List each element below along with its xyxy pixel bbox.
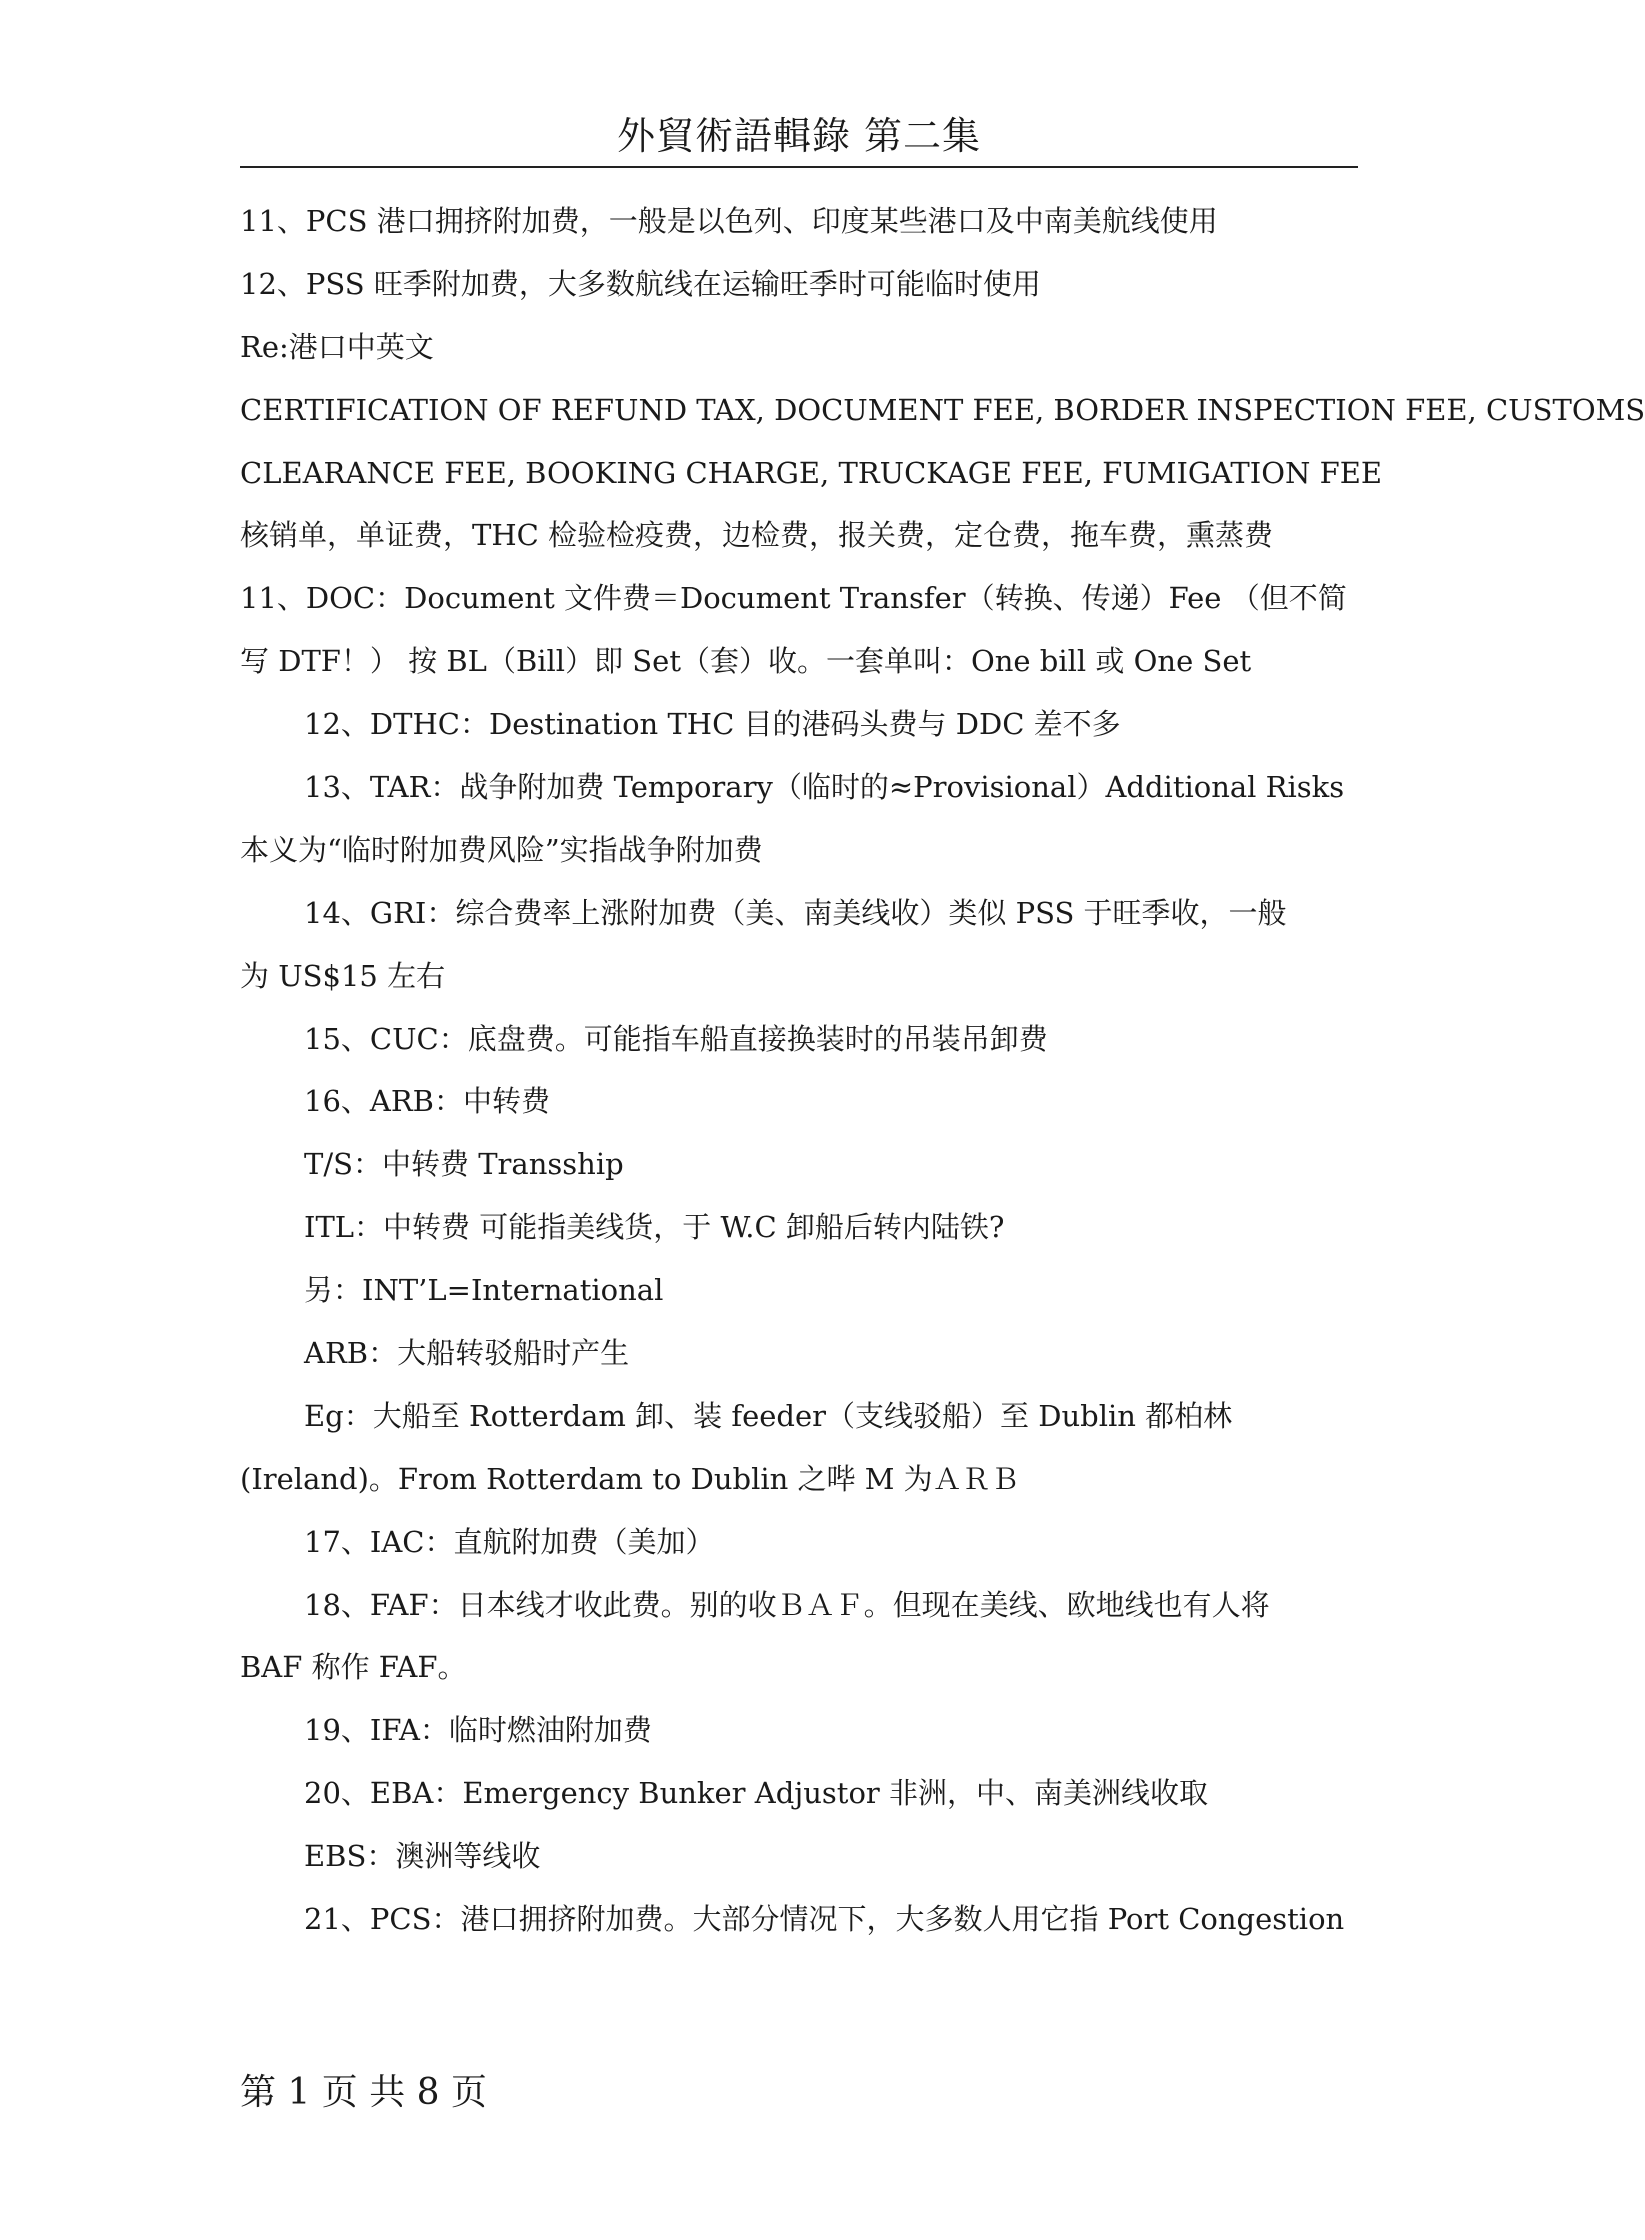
text-line: CERTIFICATION OF REFUND TAX, DOCUMENT FEE, BORDER INSPECTION FEE, CUSTOMS (240, 392, 1645, 427)
text-line: BAF 称作 FAF。 (240, 1650, 467, 1685)
text-line: 为 US$15 左右 (240, 958, 446, 993)
text-line: 15、CUC：底盘费。可能指车船直接换装时的吊装吊卸费 (304, 1021, 1048, 1056)
text-line: 12、DTHC：Destination THC 目的港码头费与 DDC 差不多 (304, 707, 1121, 742)
text-line: ARB：大船转驳船时产生 (304, 1336, 630, 1371)
text-line: 17、IAC：直航附加费（美加） (304, 1524, 715, 1559)
text-line: 13、TAR：战争附加费 Temporary（临时的≈Provisional）Additional Risks (304, 770, 1345, 805)
page-footer: 第 1 页 共 8 页 (240, 2072, 488, 2113)
text-line: Re:港口中英文 (240, 329, 434, 364)
header-title: 外貿術語輯錄 第二集 (616, 114, 982, 158)
text-line: CLEARANCE FEE, BOOKING CHARGE, TRUCKAGE FEE, FUMIGATION FEE (240, 455, 1383, 490)
text-line: 14、GRI：综合费率上涨附加费（美、南美线收）类似 PSS 于旺季收，一般 (304, 895, 1287, 930)
text-line: T/S：中转费 Transship (304, 1147, 624, 1182)
text-line: 11、PCS 港口拥挤附加费，一般是以色列、印度某些港口及中南美航线使用 (240, 204, 1218, 238)
text-line: 另：INT’L=International (304, 1273, 664, 1308)
text-line: ITL：中转费 可能指美线货，于 W.C 卸船后转内陆铁? (304, 1210, 1005, 1245)
text-line: 11、DOC：Document 文件费＝Document Transfer（转换、传递）Fee （但不简 (240, 581, 1347, 616)
text-line: 12、PSS 旺季附加费，大多数航线在运输旺季时可能临时使用 (240, 266, 1041, 301)
text-line: 21、PCS：港口拥挤附加费。大部分情况下，大多数人用它指 Port Congestion (304, 1902, 1345, 1937)
text-line: 核销单，单证费，THC 检验检疫费，边检费，报关费，定仓费，拖车费，熏蒸费 (240, 518, 1274, 553)
text-line: (Ireland)。From Rotterdam to Dublin 之哔 M 为ＡＲＢ (240, 1461, 1020, 1496)
text-line: 19、IFA：临时燃油附加费 (304, 1713, 652, 1748)
document-body (240, 190, 1645, 1951)
text-line: Eg：大船至 Rotterdam 卸、装 feeder（支线驳船）至 Dublin 都柏林 (304, 1398, 1233, 1433)
text-line: 18、FAF：日本线才收此费。别的收ＢＡＦ。但现在美线、欧地线也有人将 (304, 1587, 1270, 1622)
text-line: EBS：澳洲等线收 (304, 1839, 541, 1874)
text-line: 16、ARB：中转费 (304, 1084, 550, 1119)
text-line: 写 DTF！） 按 BL（Bill）即 Set（套）收。一套单叫：One bill 或 One Set (240, 644, 1252, 679)
page-header (240, 108, 1358, 168)
text-line: 20、EBA：Emergency Bunker Adjustor 非洲，中、南美洲线收取 (304, 1776, 1208, 1811)
text-line: 本义为“临时附加费风险”实指战争附加费 (240, 832, 763, 867)
